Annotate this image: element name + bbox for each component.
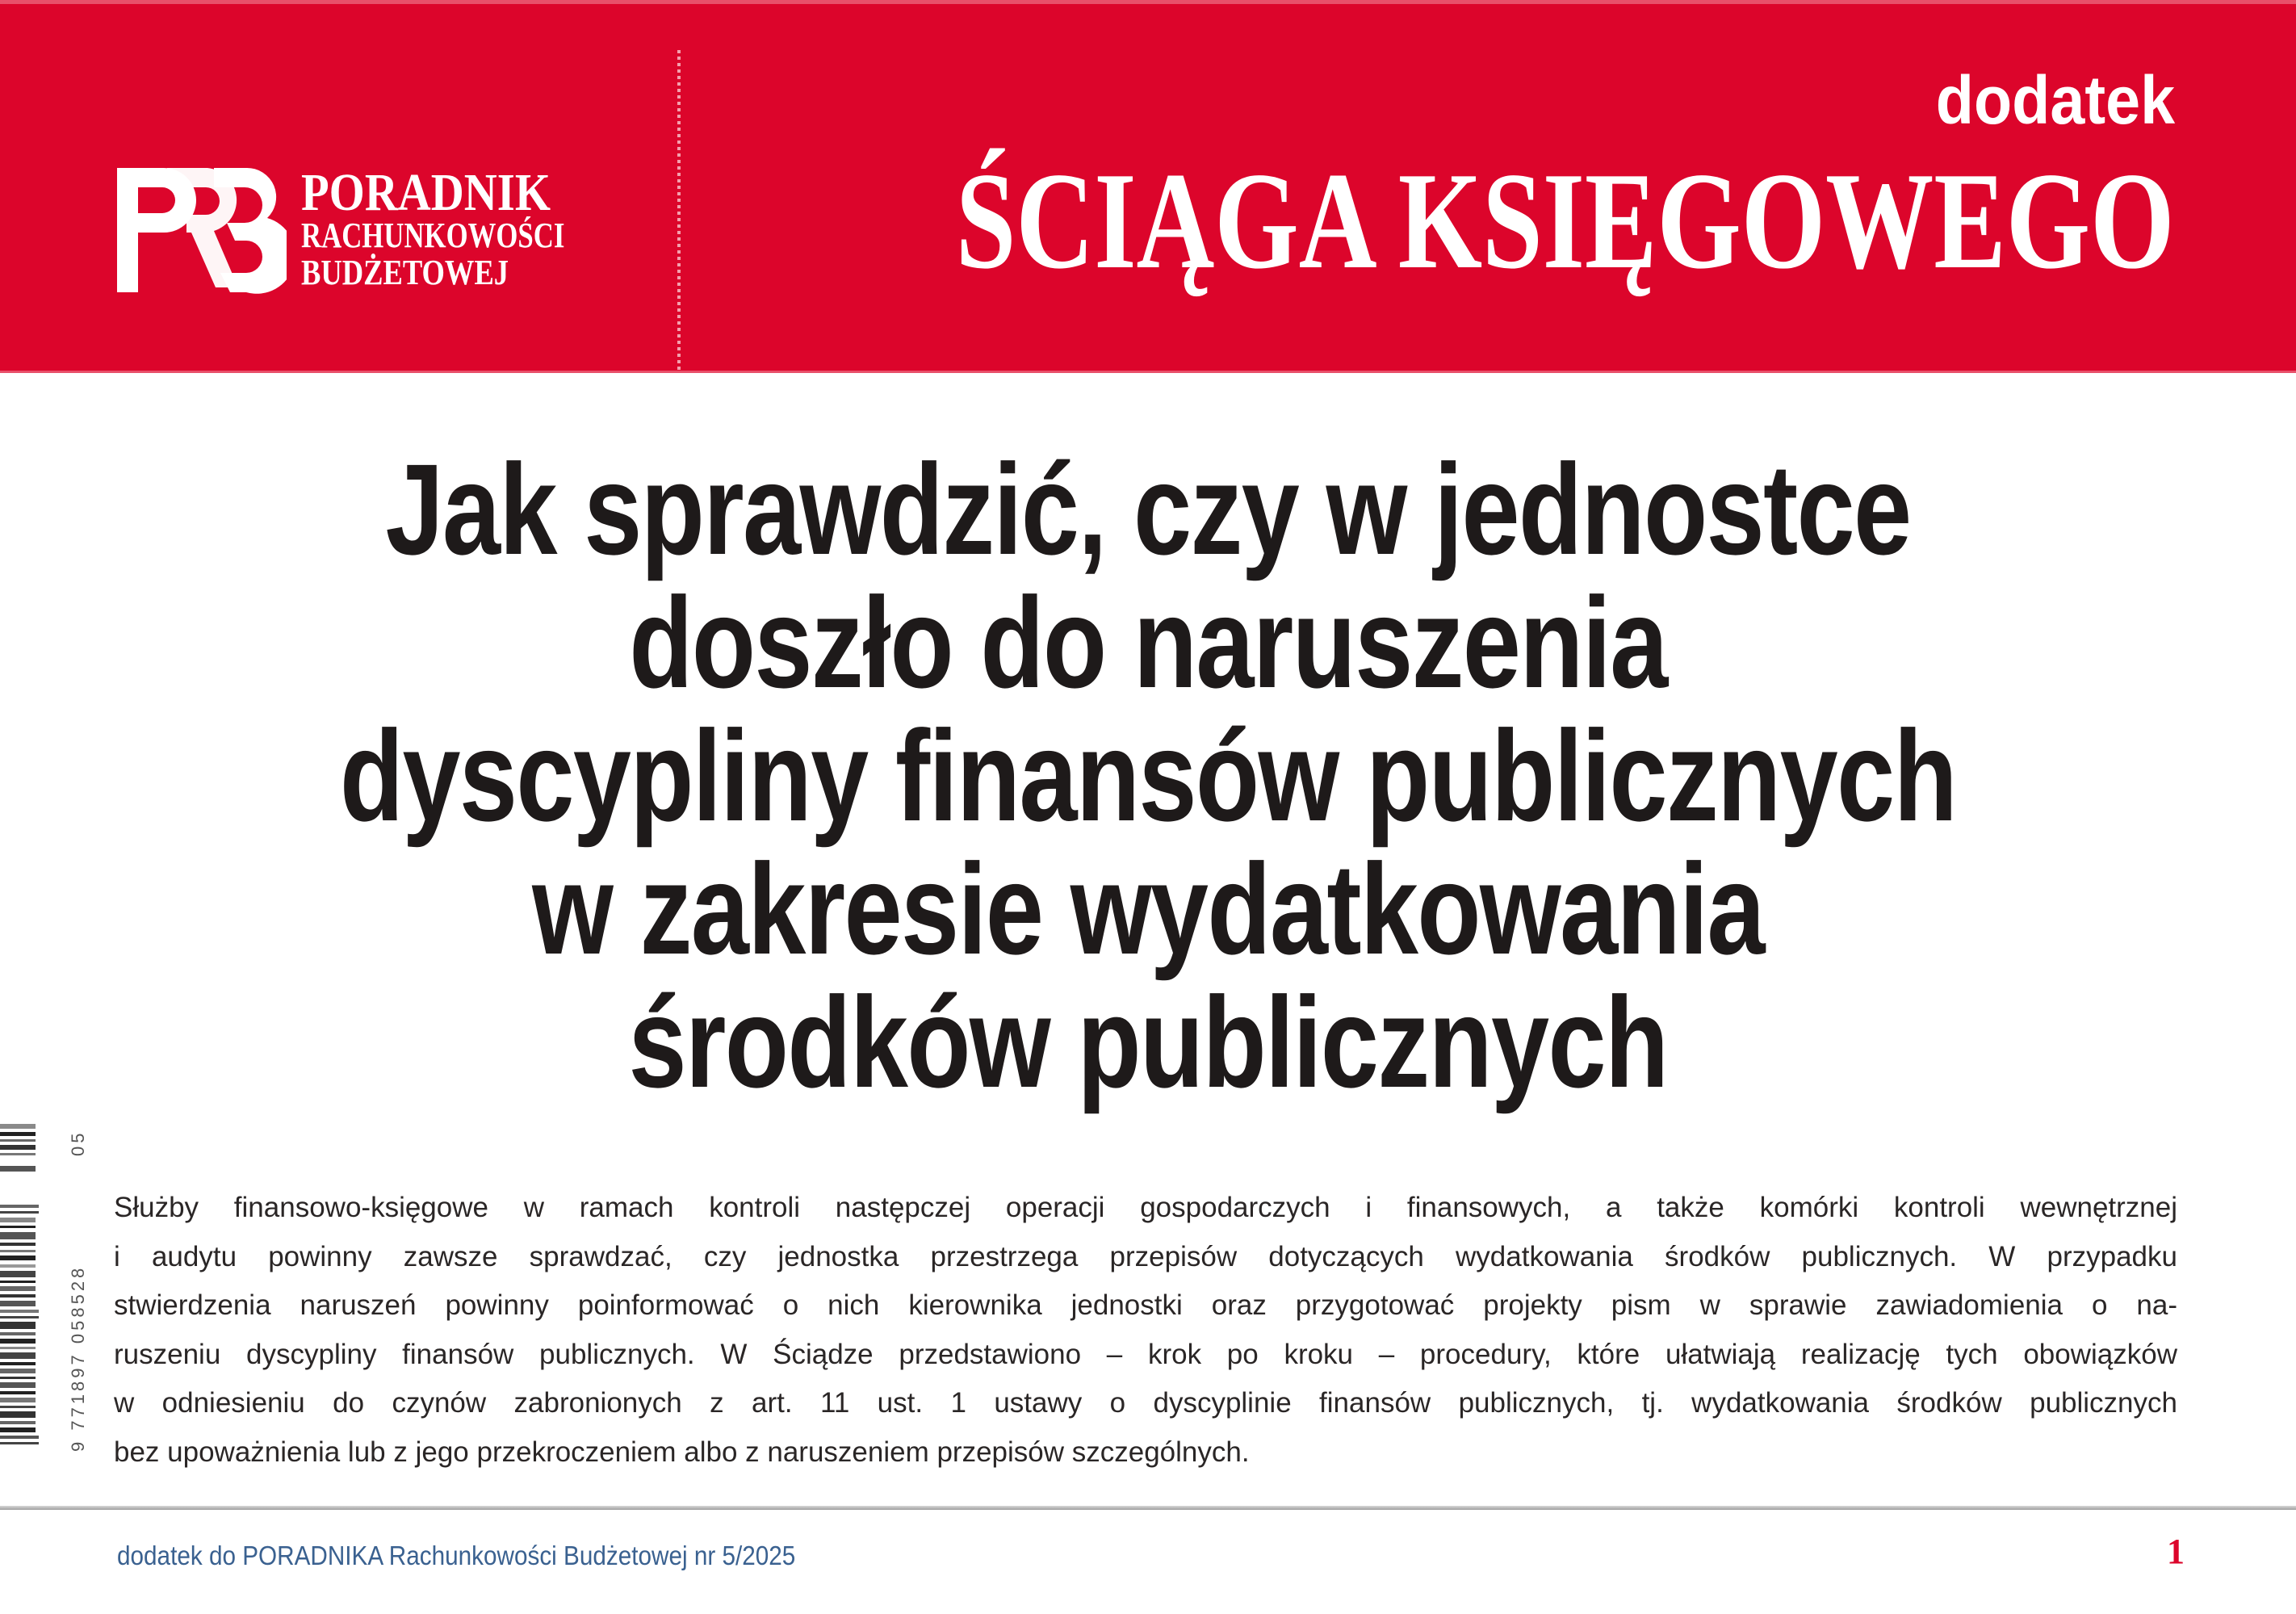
intro-line: w odniesieniu do czynów zabronionych z art. 11 ust. 1 ustawy o dyscyplinie finansów publicznych, tj. wydatkowania środków publicznych [114,1387,2177,1419]
title-line: w zakresie wydatkowania [532,836,1764,981]
barcode-icon [0,1124,39,1457]
title-line: doszło do naruszenia [629,570,1667,715]
logo-title-line3: BUDŻETOWEJ [301,253,509,292]
logo-title-line2: RACHUNKOWOŚCI [301,216,565,255]
footer-divider [0,1506,2296,1510]
barcode-number: 9 771897 058528 [68,1264,88,1452]
title-line: środków publicznych [628,970,1668,1114]
footer-publication-info: dodatek do PORADNIKA Rachunkowości Budżetowej nr 5/2025 [117,1541,796,1570]
title-line: Jak sprawdzić, czy w jednostce [385,437,1911,581]
page-title [0,437,2296,1114]
header-banner [0,0,2296,373]
intro-line: Służby finansowo-księgowe w ramach kontroli następczej operacji gospodarczych i finansowych, a także komórki kontroli wewnętrznej [114,1192,2177,1223]
intro-line: stwierdzenia naruszeń powinny poinformować o nich kierownika jednostki oraz przygotować projekty pism w sprawie zawiadomienia o na- [114,1289,2177,1321]
barcode-issue-number: 05 [68,1130,88,1156]
page-number: 1 [2167,1532,2185,1571]
supplement-label: dodatek [1935,62,2175,138]
intro-line: bez upoważnienia lub z jego przekroczeniem albo z naruszeniem przepisów szczególnych. [114,1436,1250,1468]
prb-logo-icon [117,166,287,294]
header-bottom-edge [0,371,2296,373]
intro-line: ruszeniu dyscypliny finansów publicznych. W Ściądze przedstawiono – krok po kroku – procedury, które ułatwiają realizację tych obowiązków [114,1338,2177,1370]
logo-title-line1: PORADNIK [301,163,551,222]
supplement-title: ŚCIĄGA KSIĘGOWEGO [956,145,2175,298]
header-divider [677,50,681,371]
title-line: dyscypliny finansów publicznych [339,703,1957,848]
intro-paragraph [114,1184,2177,1477]
header-top-strip [0,0,2296,4]
intro-line: i audytu powinny zawsze sprawdzać, czy jednostka przestrzega przepisów dotyczących wydatkowania środków publicznych. W przypadku [114,1240,2177,1272]
